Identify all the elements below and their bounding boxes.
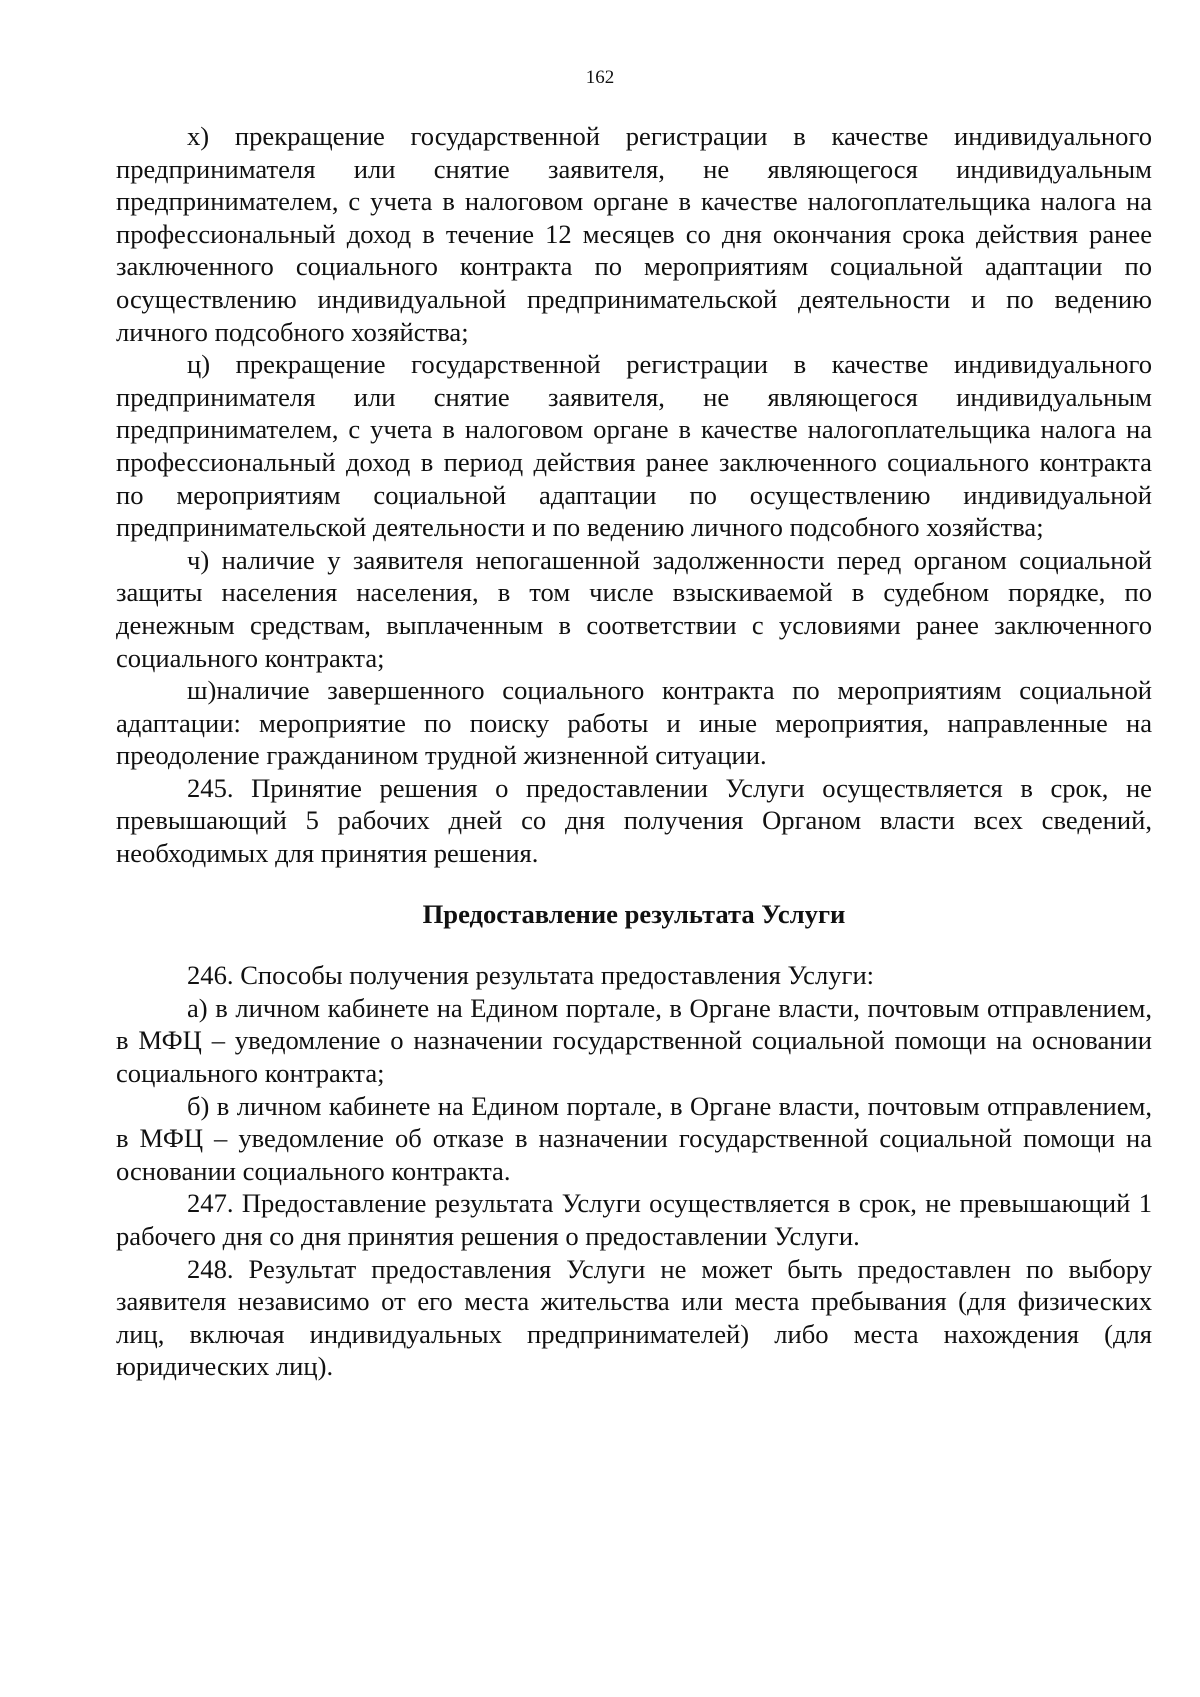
paragraph-248: 248. Результат предоставления Услуги не может быть предоставлен по выбору заявителя независимо от его места жительства или места пребывания (для физических лиц, включая индивидуальных предпринимателей) либо места нахождения (для юридических лиц). [116,1253,1152,1382]
document-body [116,120,1152,1383]
paragraph-item-ts: ц) прекращение государственной регистрации в качестве индивидуального предпринимателя или снятие заявителя, не являющегося индивидуальным предпринимателем, с учета в налоговом органе в качестве налогоплательщика налога на профессиональный доход в период действия ранее заключенного социального контракта по мероприятиям социальной адаптации по осуществлению индивидуальной предпринимательской деятельности и по ведению личного подсобного хозяйства; [116,349,1152,543]
paragraph-245: 245. Принятие решения о предоставлении Услуги осуществляется в срок, не превышающий 5 рабочих дней со дня получения Органом власти всех сведений, необходимых для принятия решения. [116,772,1152,869]
paragraph-item-kh: х) прекращение государственной регистрации в качестве индивидуального предпринимателя или снятие заявителя, не являющегося индивидуальным предпринимателем, с учета в налоговом органе в качестве налогоплательщика налога на профессиональный доход в течение 12 месяцев со дня окончания срока действия ранее заключенного социального контракта по мероприятиям социальной адаптации по осуществлению индивидуальной предпринимательской деятельности и по ведению личного подсобного хозяйства; [116,121,1152,347]
paragraph-item-sh: ш)наличие завершенного социального контракта по мероприятиям социальной адаптации: мероприятие по поиску работы и иные мероприятия, направленные на преодоление гражданином трудной жизненной ситуации. [116,675,1152,771]
paragraph-246-a: а) в личном кабинете на Едином портале, в Органе власти, почтовым отправлением, в МФЦ – уведомление о назначении государственной социальной помощи на основании социального контракта; [116,992,1152,1089]
paragraph-246: 246. Способы получения результата предоставления Услуги: [187,960,875,991]
page-number: 162 [585,67,615,88]
paragraph-246-b: б) в личном кабинете на Едином портале, в Органе власти, почтовым отправлением, в МФЦ – уведомление об отказе в назначении государственной социальной помощи на основании социального контракта. [116,1090,1152,1186]
paragraph-item-ch: ч) наличие у заявителя непогашенной задолженности перед органом социальной защиты населения населения, в том числе взыскиваемой в судебном порядке, по денежным средствам, выплаченным в соответствии с условиями ранее заключенного социального контракта; [116,544,1152,673]
section-heading: Предоставление результата Услуги [422,898,846,929]
paragraph-247: 247. Предоставление результата Услуги осуществляется в срок, не превышающий 1 рабочего дня со дня принятия решения о предоставлении Услуги. [116,1188,1152,1251]
